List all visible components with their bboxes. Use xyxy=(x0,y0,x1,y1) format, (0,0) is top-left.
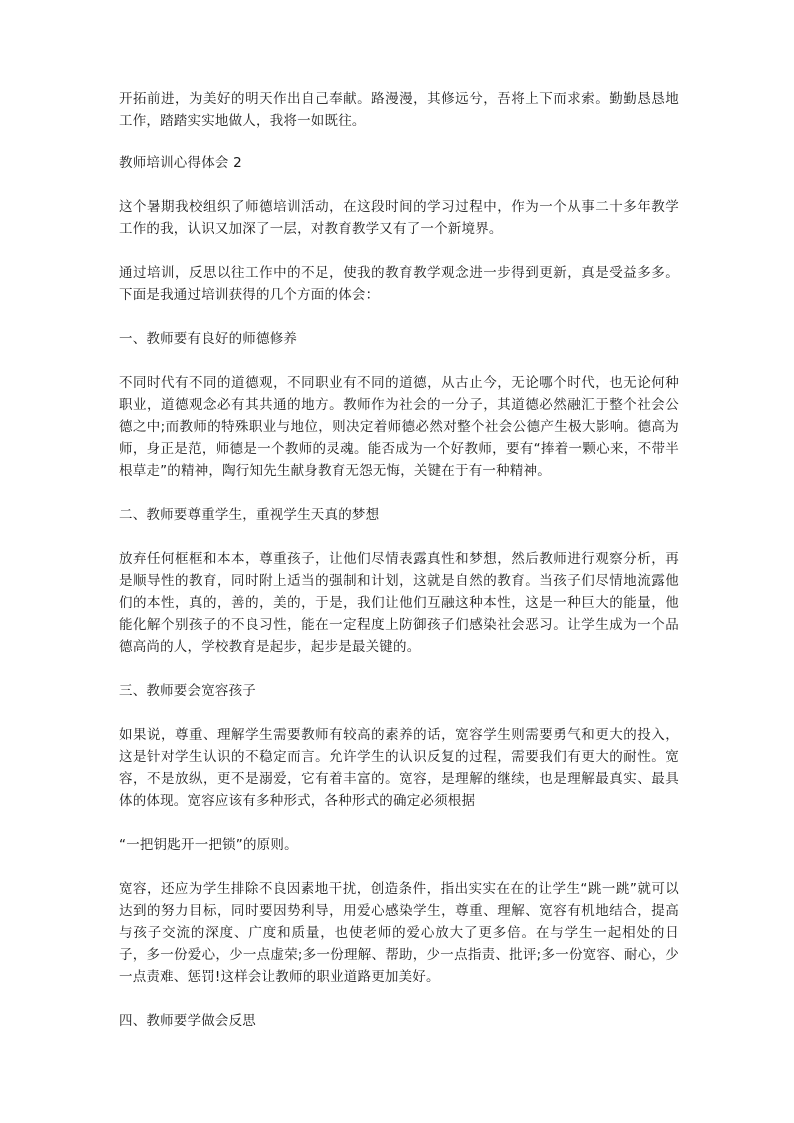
tolerance-paragraph: 宽容，还应为学生排除不良因素地干扰，创造条件，指出实实在在的让学生“跳一跳”就可以达到的努力目标，同时要因势利导，用爱心感染学生，尊重、理解、宽容有机地结合，提高与孩子交流的深度、广度和质量，也使老师的爱心放大了更多倍。在与学生一起相处的日子，多一份爱心，少一点虚荣;多一份理解、帮助，少一点指责、批评;多一份宽容、耐心，少一点责难、惩罚!这样会让教师的职业道路更加美好。 xyxy=(119,881,679,985)
spacer xyxy=(119,526,679,548)
paragraph-one: 不同时代有不同的道德观，不同职业有不同的道德，从古止今，无论哪个时代，也无论何种职业，道德观念必有其共通的地方。教师作为社会的一分子，其道德必然融汇于整个社会公德之中;而教师的特殊职业与地位，则决定着师德必然对整个社会公德产生极大影响。德高为师，身正是范，师德是一个教师的灵魂。能否成为一个好教师，要有“捧着一颗心来，不带半根草走”的精神，陶行知先生献身教育无怨无悔，关键在于有一种精神。 xyxy=(119,375,679,479)
document-body xyxy=(119,88,679,1032)
heading-two: 二、教师要尊重学生，重视学生天真的梦想 xyxy=(119,507,380,523)
spacer xyxy=(119,812,679,834)
heading-four: 四、教师要学做会反思 xyxy=(119,1013,256,1029)
spacer xyxy=(119,306,679,328)
spacer xyxy=(119,658,679,680)
summer-paragraph: 这个暑期我校组织了师德培训活动，在这段时间的学习过程中，作为一个从事二十多年教学工作的我，认识又加深了一层，对教育教学又有了一个新境界。 xyxy=(119,199,679,237)
spacer xyxy=(119,988,679,1010)
spacer xyxy=(119,702,679,724)
intro-paragraph: 开拓前进，为美好的明天作出自己奉献。路漫漫，其修远兮，吾将上下而求索。勤勤恳恳地工作，踏踏实实地做人，我将一如既往。 xyxy=(119,91,679,129)
training-paragraph: 通过培训，反思以往工作中的不足，使我的教育教学观念进一步得到更新，真是受益多多。下面是我通过培训获得的几个方面的体会： xyxy=(119,265,679,303)
spacer xyxy=(119,174,679,196)
spacer xyxy=(119,482,679,504)
key-principle-paragraph: “一把钥匙开一把锁”的原则。 xyxy=(119,837,298,853)
spacer xyxy=(119,856,679,878)
heading-three: 三、教师要会宽容孩子 xyxy=(119,683,256,699)
paragraph-three: 如果说，尊重、理解学生需要教师有较高的素养的话，宽容学生则需要勇气和更大的投入，这是针对学生认识的不稳定而言。允许学生的认识反复的过程，需要我们有更大的耐性。宽容，不是放纵，更不是溺爱，它有着丰富的。宽容，是理解的继续，也是理解最真实、最具体的体现。宽容应该有多种形式，各种形式的确定必须根据 xyxy=(119,727,679,809)
spacer xyxy=(119,240,679,262)
spacer xyxy=(119,350,679,372)
heading-one: 一、教师要有良好的师德修养 xyxy=(119,331,298,347)
paragraph-two: 放弃任何框框和本本，尊重孩子，让他们尽情表露真性和梦想，然后教师进行观察分析，再是顺导性的教育，同时附上适当的强制和计划，这就是自然的教育。当孩子们尽情地流露他们的本性，真的，善的，美的，于是，我们让他们互融这种本性，这是一种巨大的能量，他能化解个别孩子的不良习性，能在一定程度上防御孩子们感染社会恶习。让学生成为一个品德高尚的人，学校教育是起步，起步是最关键的。 xyxy=(119,551,679,655)
spacer xyxy=(119,132,679,152)
section-title: 教师培训心得体会 2 xyxy=(119,155,242,171)
